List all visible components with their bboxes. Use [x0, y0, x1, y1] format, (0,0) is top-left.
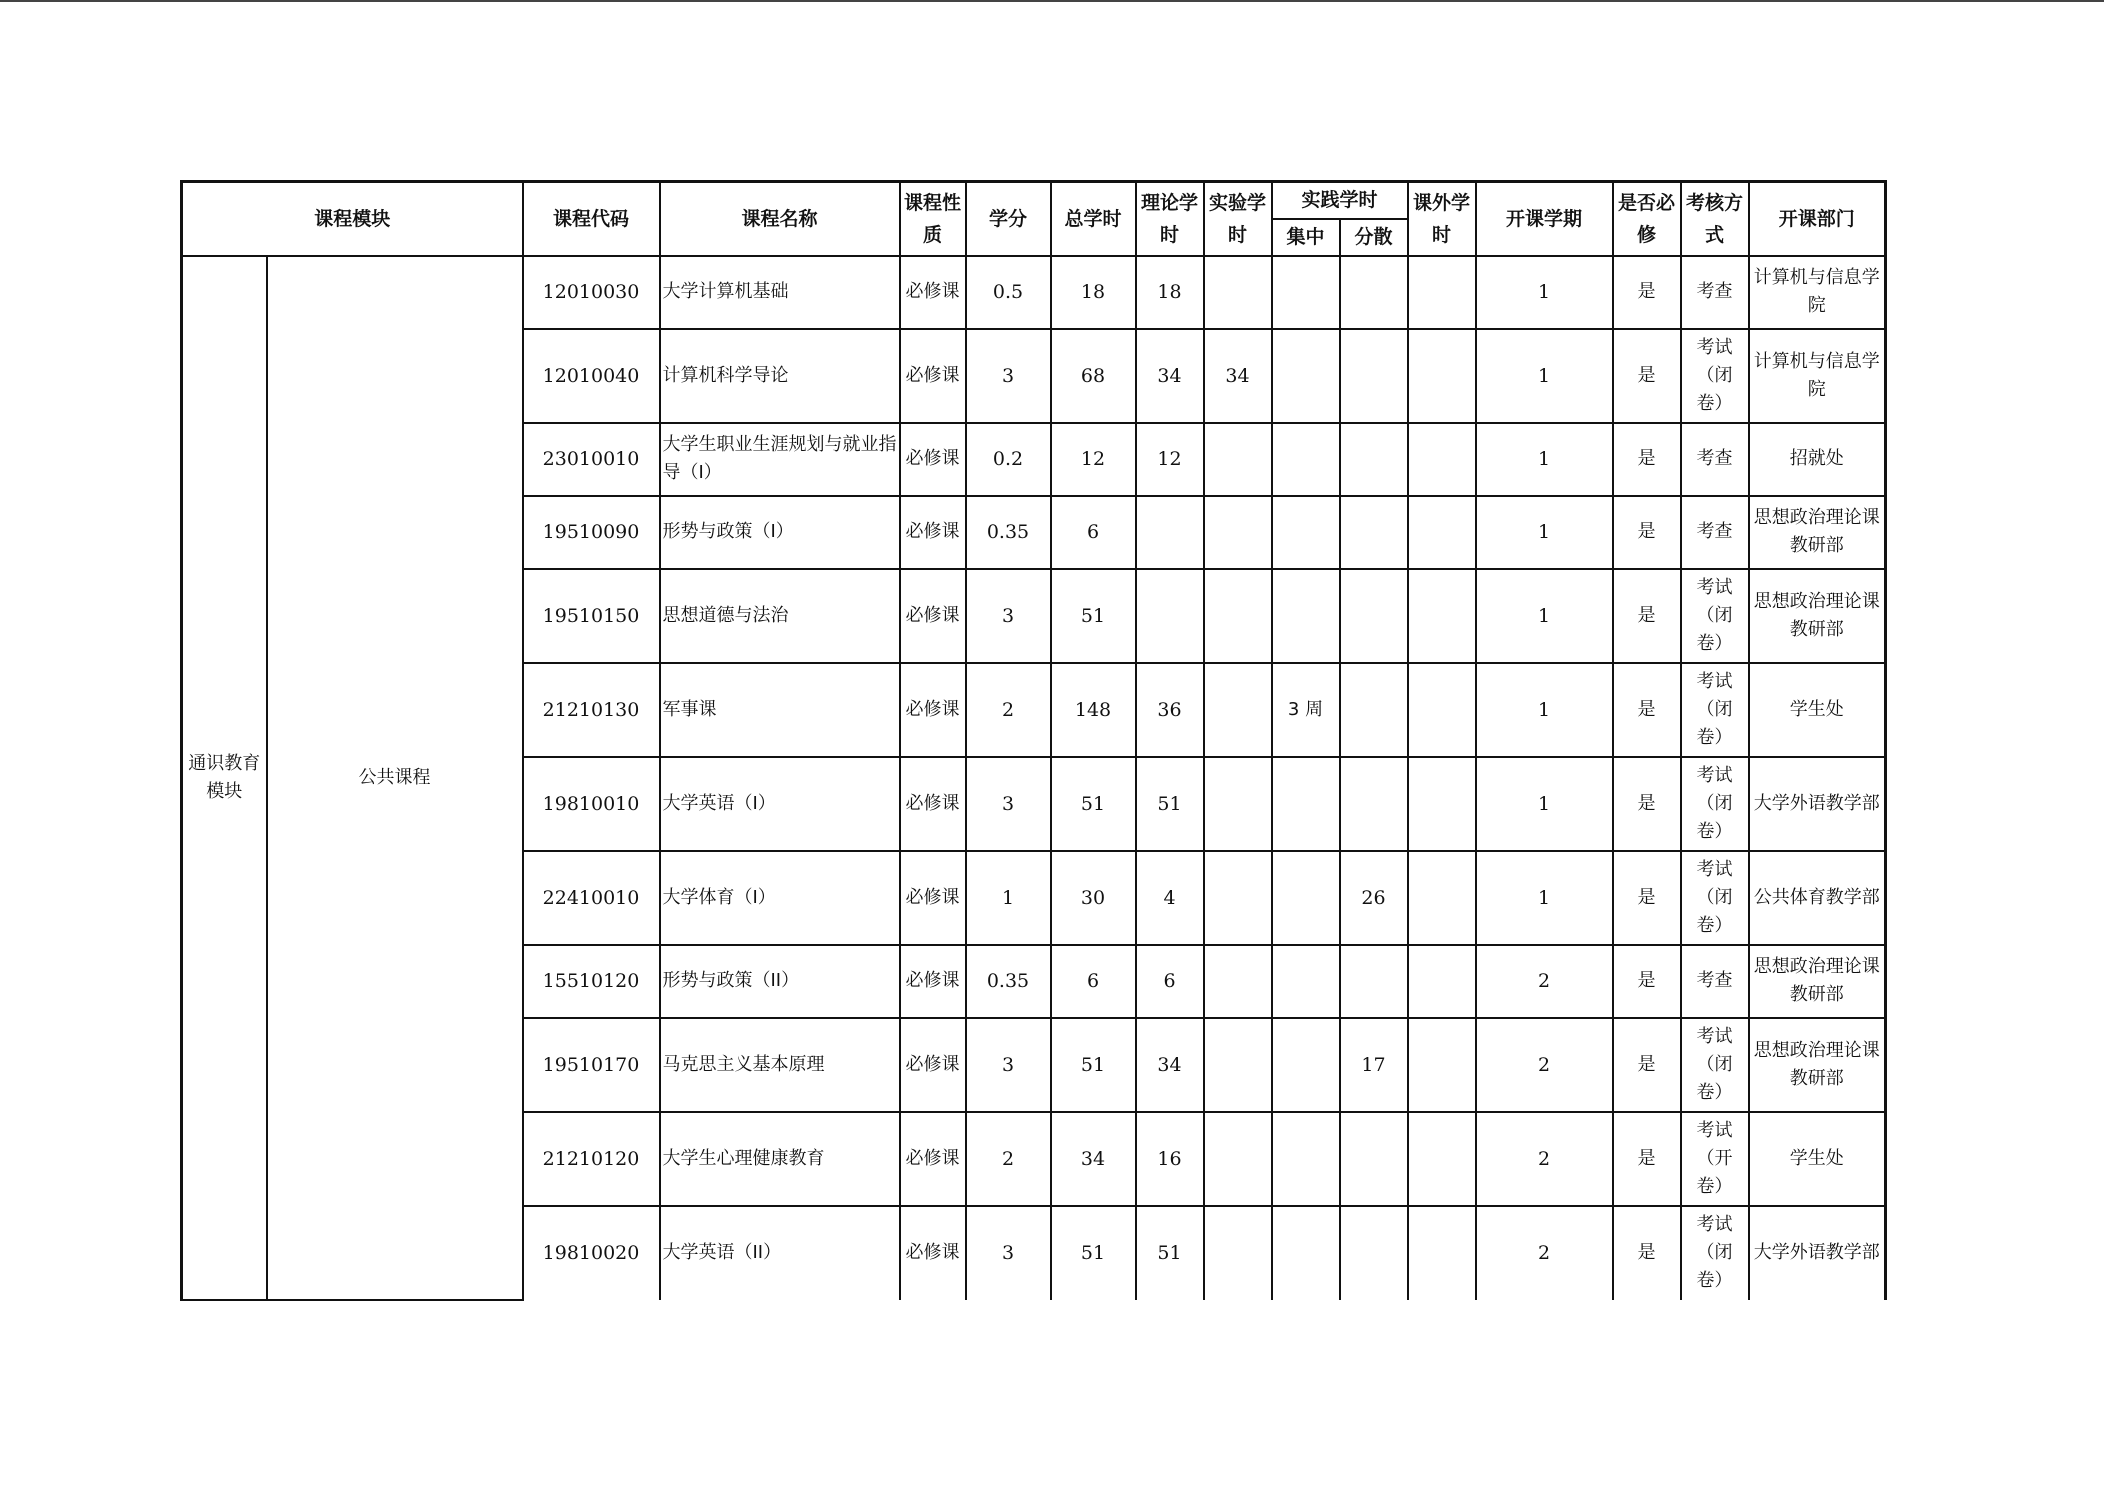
course-name: 军事课 — [660, 663, 900, 757]
course-nature: 必修课 — [900, 423, 966, 496]
header-assessment: 考核方式 — [1681, 182, 1749, 256]
semester: 1 — [1476, 423, 1613, 496]
course-code: 12010030 — [523, 256, 660, 329]
header-nature: 课程性质 — [900, 182, 966, 256]
course-code: 15510120 — [523, 945, 660, 1018]
practice-concentrated — [1272, 1112, 1340, 1206]
lab-hours: 34 — [1204, 329, 1272, 423]
assessment — [1681, 1112, 1749, 1206]
course-nature: 必修课 — [900, 757, 966, 851]
assessment — [1681, 423, 1749, 496]
extra-hours — [1408, 569, 1476, 663]
lab-hours — [1204, 757, 1272, 851]
total-hours: 51 — [1051, 569, 1136, 663]
theory-hours: 36 — [1136, 663, 1204, 757]
assessment-line: 考查 — [1696, 970, 1733, 991]
course-code: 19810010 — [523, 757, 660, 851]
course-nature: 必修课 — [900, 329, 966, 423]
course-nature: 必修课 — [900, 851, 966, 945]
semester: 1 — [1476, 851, 1613, 945]
practice-concentrated — [1272, 329, 1340, 423]
lab-hours — [1204, 496, 1272, 569]
module-sub: 公共课程 — [267, 256, 523, 1300]
assessment-line: 卷） — [1696, 392, 1733, 414]
course-code: 19510090 — [523, 496, 660, 569]
practice-scattered: 26 — [1340, 851, 1408, 945]
course-code: 19510150 — [523, 569, 660, 663]
assessment-line: 卷） — [1696, 820, 1733, 842]
assessment-line: 考试 — [1696, 858, 1733, 880]
course-name: 形势与政策（I） — [660, 496, 900, 569]
required: 是 — [1613, 1112, 1681, 1206]
assessment — [1681, 757, 1749, 851]
practice-scattered — [1340, 945, 1408, 1018]
assessment-line: 考试 — [1696, 336, 1733, 358]
course-credit: 0.5 — [966, 256, 1051, 329]
semester: 2 — [1476, 1112, 1613, 1206]
practice-scattered — [1340, 423, 1408, 496]
total-hours: 68 — [1051, 329, 1136, 423]
assessment-line: 考试 — [1696, 670, 1733, 692]
header-name: 课程名称 — [660, 182, 900, 256]
required: 是 — [1613, 256, 1681, 329]
assessment — [1681, 1018, 1749, 1112]
theory-hours: 4 — [1136, 851, 1204, 945]
extra-hours — [1408, 1112, 1476, 1206]
practice-scattered — [1340, 496, 1408, 569]
practice-scattered — [1340, 757, 1408, 851]
theory-hours: 16 — [1136, 1112, 1204, 1206]
extra-hours — [1408, 851, 1476, 945]
practice-concentrated — [1272, 423, 1340, 496]
course-name: 大学体育（I） — [660, 851, 900, 945]
total-hours: 34 — [1051, 1112, 1136, 1206]
practice-concentrated — [1272, 496, 1340, 569]
course-name: 大学生心理健康教育 — [660, 1112, 900, 1206]
assessment-line: （闭 — [1696, 698, 1733, 720]
department: 大学外语教学部 — [1749, 757, 1886, 851]
assessment-line: 卷） — [1696, 1081, 1733, 1103]
lab-hours — [1204, 1018, 1272, 1112]
header-practice-hours: 实践学时 — [1272, 182, 1408, 219]
semester: 2 — [1476, 945, 1613, 1018]
course-credit: 3 — [966, 1018, 1051, 1112]
semester: 2 — [1476, 1018, 1613, 1112]
theory-hours: 51 — [1136, 757, 1204, 851]
total-hours: 51 — [1051, 757, 1136, 851]
course-code: 21210130 — [523, 663, 660, 757]
practice-scattered: 17 — [1340, 1018, 1408, 1112]
assessment — [1681, 945, 1749, 1018]
header-module: 课程模块 — [182, 182, 523, 256]
required: 是 — [1613, 851, 1681, 945]
assessment-line: （闭 — [1696, 364, 1733, 386]
extra-hours — [1408, 329, 1476, 423]
assessment-line: 考试 — [1696, 1214, 1733, 1235]
lab-hours — [1204, 1112, 1272, 1206]
theory-hours: 51 — [1136, 1206, 1204, 1300]
assessment-line: （闭 — [1696, 1242, 1733, 1263]
semester: 1 — [1476, 757, 1613, 851]
total-hours: 148 — [1051, 663, 1136, 757]
course-name: 马克思主义基本原理 — [660, 1018, 900, 1112]
header-total-hours: 总学时 — [1051, 182, 1136, 256]
required: 是 — [1613, 1018, 1681, 1112]
required: 是 — [1613, 569, 1681, 663]
practice-scattered — [1340, 329, 1408, 423]
header-practice-concentrated: 集中 — [1272, 219, 1340, 256]
theory-hours: 34 — [1136, 329, 1204, 423]
header-required: 是否必修 — [1613, 182, 1681, 256]
assessment-line: 考试 — [1696, 576, 1733, 598]
assessment-line: （闭 — [1696, 604, 1733, 626]
lab-hours — [1204, 945, 1272, 1018]
header-credit: 学分 — [966, 182, 1051, 256]
assessment-line: 考试 — [1696, 1025, 1733, 1047]
course-code: 19510170 — [523, 1018, 660, 1112]
department: 招就处 — [1749, 423, 1886, 496]
assessment-line: （闭 — [1696, 792, 1733, 814]
header-code: 课程代码 — [523, 182, 660, 256]
course-credit: 0.35 — [966, 496, 1051, 569]
total-hours: 30 — [1051, 851, 1136, 945]
header-lab-hours: 实验学时 — [1204, 182, 1272, 256]
practice-concentrated — [1272, 757, 1340, 851]
extra-hours — [1408, 423, 1476, 496]
theory-hours: 34 — [1136, 1018, 1204, 1112]
course-credit: 1 — [966, 851, 1051, 945]
course-credit: 2 — [966, 1112, 1051, 1206]
course-nature: 必修课 — [900, 1206, 966, 1300]
total-hours: 6 — [1051, 945, 1136, 1018]
assessment-line: 考试 — [1696, 1119, 1733, 1141]
department: 计算机与信息学院 — [1749, 329, 1886, 423]
course-code: 22410010 — [523, 851, 660, 945]
header-extra-hours: 课外学时 — [1408, 182, 1476, 256]
theory-hours: 6 — [1136, 945, 1204, 1018]
required: 是 — [1613, 329, 1681, 423]
assessment — [1681, 496, 1749, 569]
assessment-line: （开 — [1696, 1147, 1733, 1169]
semester: 1 — [1476, 256, 1613, 329]
extra-hours — [1408, 496, 1476, 569]
course-name: 计算机科学导论 — [660, 329, 900, 423]
table-row — [182, 256, 1886, 329]
course-nature: 必修课 — [900, 1018, 966, 1112]
header-row-1 — [182, 182, 1886, 219]
assessment-line: 考查 — [1696, 448, 1733, 469]
total-hours: 18 — [1051, 256, 1136, 329]
header-semester: 开课学期 — [1476, 182, 1613, 256]
course-credit: 2 — [966, 663, 1051, 757]
course-credit: 3 — [966, 757, 1051, 851]
assessment — [1681, 663, 1749, 757]
assessment — [1681, 256, 1749, 329]
course-code: 23010010 — [523, 423, 660, 496]
course-name: 大学英语（I） — [660, 757, 900, 851]
assessment — [1681, 851, 1749, 945]
header-theory-hours: 理论学时 — [1136, 182, 1204, 256]
extra-hours — [1408, 663, 1476, 757]
course-credit: 3 — [966, 329, 1051, 423]
course-name: 大学计算机基础 — [660, 256, 900, 329]
course-credit: 0.35 — [966, 945, 1051, 1018]
course-credit: 0.2 — [966, 423, 1051, 496]
assessment-line: 卷） — [1696, 632, 1733, 654]
course-table — [180, 180, 1887, 1301]
required: 是 — [1613, 496, 1681, 569]
department: 思想政治理论课教研部 — [1749, 496, 1886, 569]
assessment-line: （闭 — [1696, 1053, 1733, 1075]
assessment-line: （闭 — [1696, 886, 1733, 908]
semester: 2 — [1476, 1206, 1613, 1300]
practice-concentrated — [1272, 1206, 1340, 1300]
assessment-line: 考查 — [1696, 281, 1733, 302]
total-hours: 6 — [1051, 496, 1136, 569]
lab-hours — [1204, 256, 1272, 329]
lab-hours — [1204, 1206, 1272, 1300]
extra-hours — [1408, 1018, 1476, 1112]
extra-hours — [1408, 256, 1476, 329]
practice-concentrated — [1272, 256, 1340, 329]
course-name: 大学英语（II） — [660, 1206, 900, 1300]
assessment-line: 卷） — [1696, 914, 1733, 936]
course-credit: 3 — [966, 1206, 1051, 1300]
course-credit: 3 — [966, 569, 1051, 663]
course-code: 12010040 — [523, 329, 660, 423]
course-nature: 必修课 — [900, 496, 966, 569]
course-nature: 必修课 — [900, 663, 966, 757]
assessment-line: 卷） — [1696, 1270, 1733, 1291]
practice-scattered — [1340, 256, 1408, 329]
assessment-line: 卷） — [1696, 1175, 1733, 1197]
department: 学生处 — [1749, 663, 1886, 757]
required: 是 — [1613, 945, 1681, 1018]
course-code: 21210120 — [523, 1112, 660, 1206]
course-nature: 必修课 — [900, 1112, 966, 1206]
page-top-border — [0, 0, 2104, 2]
lab-hours — [1204, 663, 1272, 757]
extra-hours — [1408, 757, 1476, 851]
practice-concentrated — [1272, 1018, 1340, 1112]
practice-scattered — [1340, 663, 1408, 757]
course-name: 思想道德与法治 — [660, 569, 900, 663]
theory-hours — [1136, 569, 1204, 663]
required: 是 — [1613, 757, 1681, 851]
practice-concentrated — [1272, 569, 1340, 663]
total-hours: 12 — [1051, 423, 1136, 496]
assessment-line: 考查 — [1696, 521, 1733, 542]
practice-concentrated — [1272, 945, 1340, 1018]
course-code: 19810020 — [523, 1206, 660, 1300]
practice-scattered — [1340, 569, 1408, 663]
semester: 1 — [1476, 329, 1613, 423]
module-group: 通识教育模块 — [182, 256, 267, 1300]
extra-hours — [1408, 945, 1476, 1018]
total-hours: 51 — [1051, 1206, 1136, 1300]
lab-hours — [1204, 423, 1272, 496]
assessment — [1681, 569, 1749, 663]
department: 计算机与信息学院 — [1749, 256, 1886, 329]
header-department: 开课部门 — [1749, 182, 1886, 256]
practice-concentrated: 3 周 — [1272, 663, 1340, 757]
lab-hours — [1204, 851, 1272, 945]
course-table-body — [182, 256, 1886, 1300]
lab-hours — [1204, 569, 1272, 663]
practice-scattered — [1340, 1112, 1408, 1206]
course-nature: 必修课 — [900, 256, 966, 329]
course-nature: 必修课 — [900, 569, 966, 663]
semester: 1 — [1476, 496, 1613, 569]
course-name: 形势与政策（II） — [660, 945, 900, 1018]
department: 学生处 — [1749, 1112, 1886, 1206]
practice-concentrated — [1272, 851, 1340, 945]
required: 是 — [1613, 1206, 1681, 1300]
header-practice-scattered: 分散 — [1340, 219, 1408, 256]
assessment — [1681, 329, 1749, 423]
total-hours: 51 — [1051, 1018, 1136, 1112]
theory-hours: 18 — [1136, 256, 1204, 329]
course-name: 大学生职业生涯规划与就业指导（I） — [660, 423, 900, 496]
semester: 1 — [1476, 569, 1613, 663]
theory-hours — [1136, 496, 1204, 569]
department: 公共体育教学部 — [1749, 851, 1886, 945]
department: 思想政治理论课教研部 — [1749, 569, 1886, 663]
department: 思想政治理论课教研部 — [1749, 945, 1886, 1018]
required: 是 — [1613, 423, 1681, 496]
practice-scattered — [1340, 1206, 1408, 1300]
theory-hours: 12 — [1136, 423, 1204, 496]
assessment-line: 考试 — [1696, 764, 1733, 786]
department: 大学外语教学部 — [1749, 1206, 1886, 1300]
required: 是 — [1613, 663, 1681, 757]
course-nature: 必修课 — [900, 945, 966, 1018]
assessment — [1681, 1206, 1749, 1300]
extra-hours — [1408, 1206, 1476, 1300]
assessment-line: 卷） — [1696, 726, 1733, 748]
department: 思想政治理论课教研部 — [1749, 1018, 1886, 1112]
semester: 1 — [1476, 663, 1613, 757]
